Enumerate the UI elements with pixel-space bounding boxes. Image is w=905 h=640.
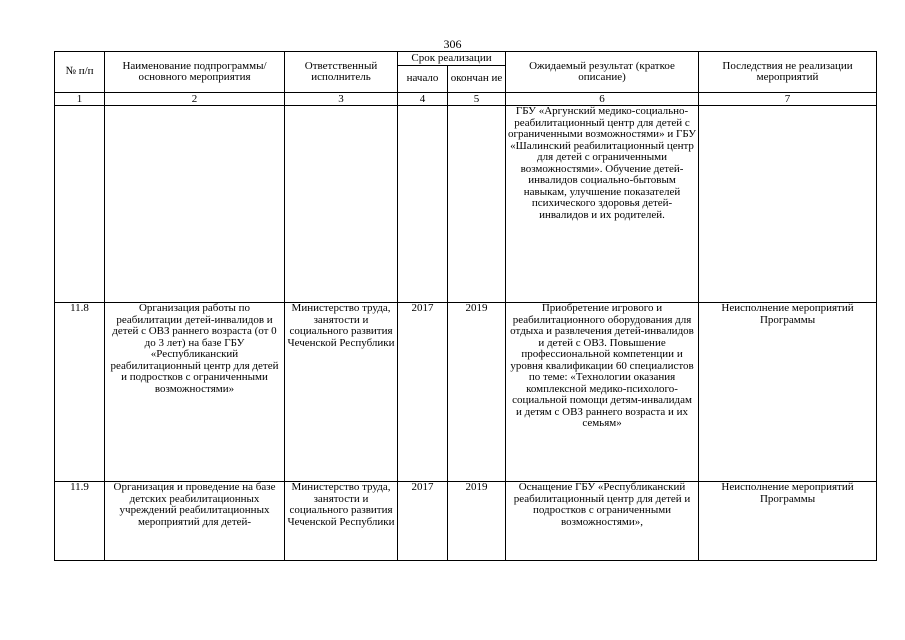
header-consequences: Последствия не реализации мероприятий	[699, 52, 877, 93]
column-number: 2	[105, 93, 285, 106]
row-name: Организация и проведение на базе детских реабилитационных учреждений реабилитационных мероприятий для детей-	[105, 482, 285, 561]
column-number: 7	[699, 93, 877, 106]
column-number: 5	[448, 93, 506, 106]
row-end: 2019	[448, 482, 506, 561]
row-end	[448, 106, 506, 303]
row-num: 11.9	[55, 482, 105, 561]
column-number: 1	[55, 93, 105, 106]
header-executor: Ответственный исполнитель	[285, 52, 398, 93]
header-end: окончан ие	[448, 66, 506, 93]
row-result: Оснащение ГБУ «Республиканский реабилитационный центр для детей и подростков с ограниченными возможностями»,	[506, 482, 699, 561]
row-consequences	[699, 106, 877, 303]
page-number: 306	[443, 37, 462, 51]
row-num: 11.8	[55, 303, 105, 482]
row-name	[105, 106, 285, 303]
row-result: Приобретение игрового и реабилитационного оборудования для отдыха и развлечения детей-инвалидов и детей с ОВЗ. Повышение профессиональной компетенции и уровня квалификации 60 специалистов по теме: «Технологии оказания комплексной медико-психолого-социальной помощи детям-инвалидам и детям с ОВЗ раннего возраста и их семьям»	[506, 303, 699, 482]
header-num: № п/п	[55, 52, 105, 93]
header-period: Срок реализации	[398, 52, 506, 66]
row-executor: Министерство труда, занятости и социального развития Чеченской Республики	[285, 303, 398, 482]
header-start: начало	[398, 66, 448, 93]
program-measures-table	[54, 51, 877, 561]
row-end: 2019	[448, 303, 506, 482]
row-consequences: Неисполнение мероприятий Программы	[699, 482, 877, 561]
row-num	[55, 106, 105, 303]
table-row	[55, 106, 877, 303]
column-number: 4	[398, 93, 448, 106]
table-row	[55, 303, 877, 482]
header-result: Ожидаемый результат (краткое описание)	[506, 52, 699, 93]
row-start: 2017	[398, 482, 448, 561]
row-consequences: Неисполнение мероприятий Программы	[699, 303, 877, 482]
row-result: ГБУ «Аргунский медико-социально-реабилитационный центр для детей с ограниченными возможностями» и ГБУ «Шалинский реабилитационный центр для детей с ограниченными возможностями». Обучение детей-инвалидов социально-бытовым навыкам, улучшение показателей психического здоровья детей-инвалидов и их родителей.	[506, 106, 699, 303]
row-executor	[285, 106, 398, 303]
column-number: 3	[285, 93, 398, 106]
row-start: 2017	[398, 303, 448, 482]
row-executor: Министерство труда, занятости и социального развития Чеченской Республики	[285, 482, 398, 561]
row-name: Организация работы по реабилитации детей-инвалидов и детей с ОВЗ раннего возраста (от 0 до 3 лет) на базе ГБУ «Республиканский реабилитационный центр для детей и подростков с ограниченными возможностями»	[105, 303, 285, 482]
header-name: Наименование подпрограммы/ основного мероприятия	[105, 52, 285, 93]
column-numbers-row	[55, 93, 877, 106]
row-start	[398, 106, 448, 303]
table-row	[55, 482, 877, 561]
column-number: 6	[506, 93, 699, 106]
